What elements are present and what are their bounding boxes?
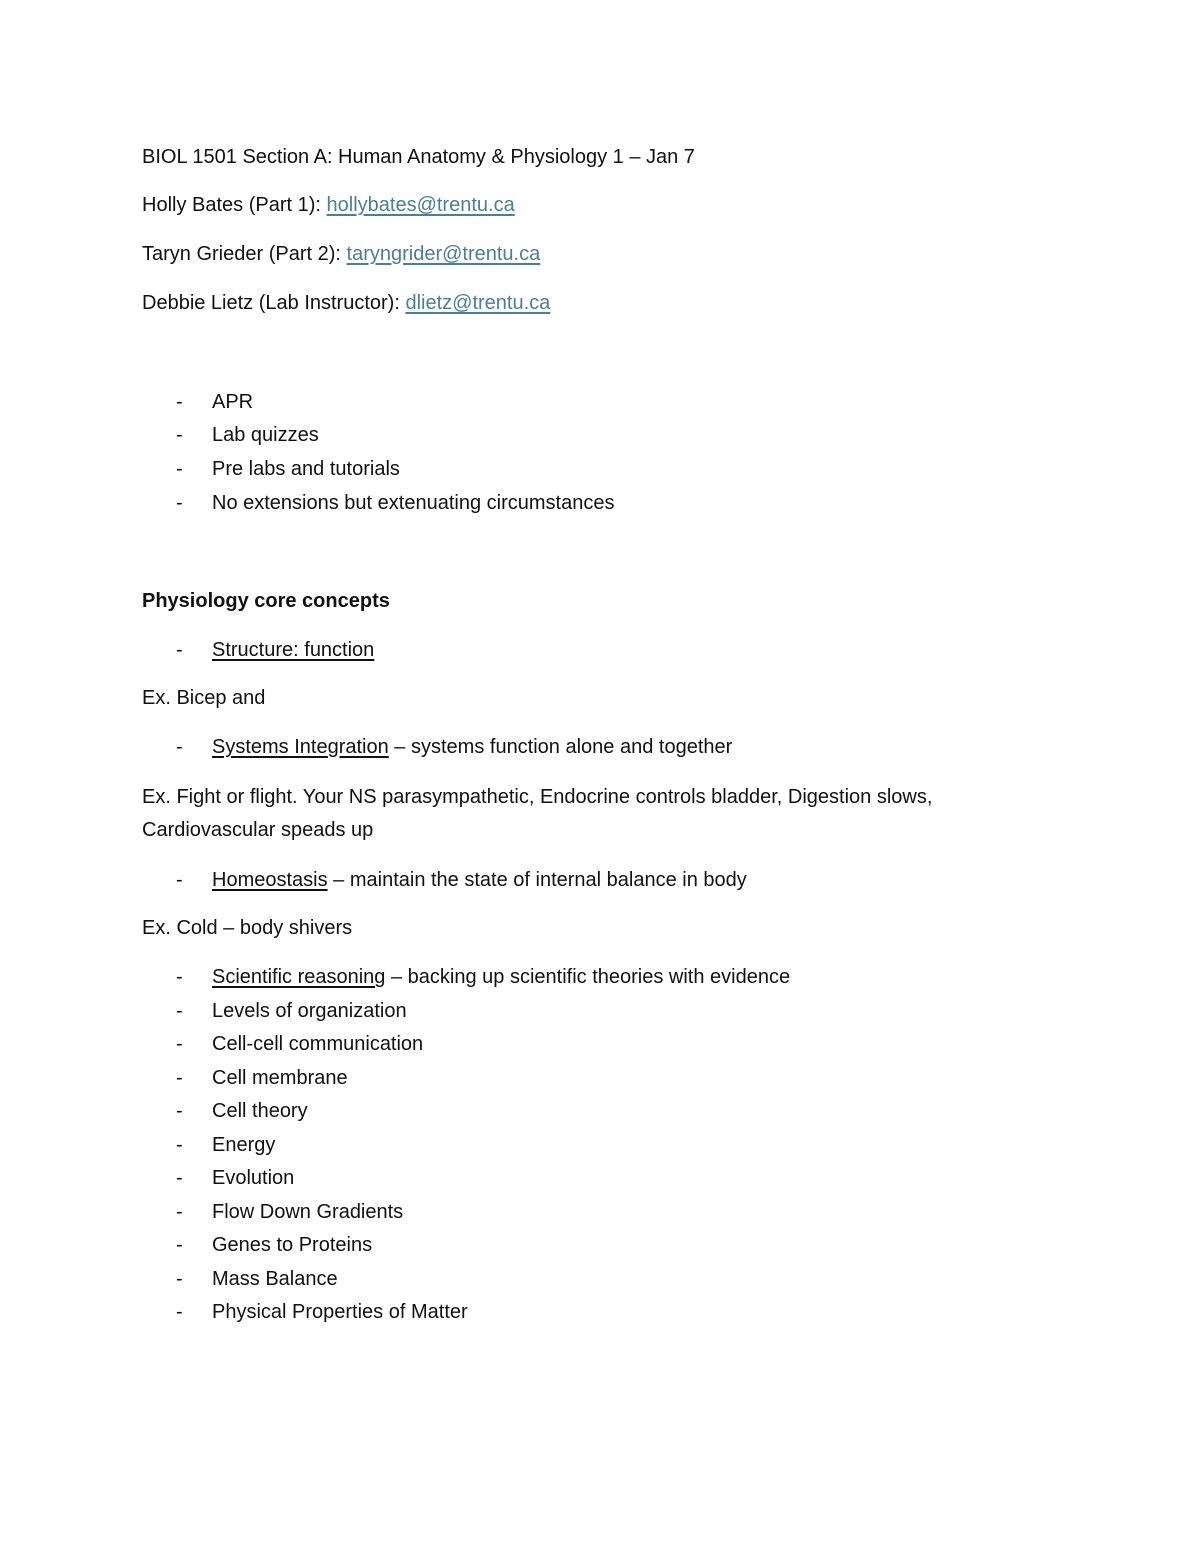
- list-item-text: Lab quizzes: [212, 424, 319, 446]
- list-item-text: Evolution: [212, 1167, 295, 1189]
- concept-term: Homeostasis: [212, 869, 328, 891]
- list-item: [176, 965, 790, 989]
- example-text: Ex. Bicep and: [142, 687, 266, 709]
- bullet-dash: -: [176, 1000, 183, 1022]
- list-item-text: Genes to Proteins: [212, 1234, 373, 1256]
- section-heading: Physiology core concepts: [142, 590, 390, 612]
- bullet-dash: -: [176, 736, 183, 758]
- bullet-dash: -: [176, 1033, 183, 1055]
- list-item-text: APR: [212, 391, 254, 413]
- list-item: [176, 1099, 308, 1123]
- bullet-dash: -: [176, 458, 183, 480]
- concept-description: – maintain the state of internal balance in body: [327, 869, 747, 891]
- bullet-dash: -: [176, 1167, 183, 1189]
- list-item-text: Energy: [212, 1134, 276, 1156]
- document-title: BIOL 1501 Section A: Human Anatomy & Physiology 1 – Jan 7: [142, 146, 695, 168]
- list-item-text: No extensions but extenuating circumstances: [212, 492, 615, 514]
- list-item-text: Pre labs and tutorials: [212, 458, 400, 480]
- example-text: Ex. Cold – body shivers: [142, 917, 353, 939]
- email-link-debbie[interactable]: dlietz@trentu.ca: [405, 292, 551, 314]
- bullet-dash: -: [176, 1234, 183, 1256]
- bullet-dash: -: [176, 1301, 183, 1323]
- list-item-text: Cell-cell communication: [212, 1033, 424, 1055]
- bullet-dash: -: [176, 424, 183, 446]
- bullet-dash: -: [176, 492, 183, 514]
- concept-term: Scientific reasoning: [212, 966, 386, 988]
- concept-description: – backing up scientific theories with evidence: [385, 966, 791, 988]
- bullet-dash: -: [176, 639, 183, 661]
- contact-line-debbie: [142, 291, 550, 315]
- list-item: [176, 1200, 403, 1224]
- list-item: [176, 735, 732, 759]
- bullet-dash: -: [176, 1201, 183, 1223]
- contact-label: Debbie Lietz (Lab Instructor):: [142, 292, 406, 314]
- list-item-text: Mass Balance: [212, 1268, 338, 1290]
- bullet-dash: -: [176, 1134, 183, 1156]
- list-item: [176, 638, 374, 662]
- bullet-dash: -: [176, 1067, 183, 1089]
- example-text: Cardiovascular speads up: [142, 819, 374, 841]
- concept-description: – systems function alone and together: [388, 736, 733, 758]
- contact-line-holly: [142, 193, 515, 217]
- email-link-holly[interactable]: hollybates@trentu.ca: [326, 194, 515, 216]
- list-item: [176, 457, 400, 481]
- list-item-text: Cell membrane: [212, 1067, 348, 1089]
- example-text: Ex. Fight or flight. Your NS parasympathetic, Endocrine controls bladder, Digestion slows,: [142, 786, 933, 808]
- contact-label: Taryn Grieder (Part 2):: [142, 243, 347, 265]
- list-item: [176, 1133, 275, 1157]
- list-item-text: Cell theory: [212, 1100, 308, 1122]
- list-item: [176, 1267, 338, 1291]
- list-item-text: Levels of organization: [212, 1000, 407, 1022]
- bullet-dash: -: [176, 966, 183, 988]
- list-item: [176, 1066, 348, 1090]
- email-link-taryn[interactable]: taryngrider@trentu.ca: [346, 243, 541, 265]
- list-item: [176, 1233, 372, 1257]
- list-item: [176, 491, 614, 515]
- list-item: [176, 999, 407, 1023]
- list-item: [176, 423, 319, 447]
- concept-term: Systems Integration: [212, 736, 389, 758]
- list-item-text: Flow Down Gradients: [212, 1201, 404, 1223]
- list-item: [176, 868, 747, 892]
- list-item: [176, 390, 253, 414]
- contact-label: Holly Bates (Part 1):: [142, 194, 327, 216]
- list-item-text: Physical Properties of Matter: [212, 1301, 468, 1323]
- bullet-dash: -: [176, 391, 183, 413]
- bullet-dash: -: [176, 1100, 183, 1122]
- list-item: [176, 1032, 423, 1056]
- concept-term: Structure: function: [212, 639, 375, 661]
- list-item: [176, 1166, 294, 1190]
- bullet-dash: -: [176, 869, 183, 891]
- bullet-dash: -: [176, 1268, 183, 1290]
- list-item: [176, 1300, 468, 1324]
- contact-line-taryn: [142, 242, 540, 266]
